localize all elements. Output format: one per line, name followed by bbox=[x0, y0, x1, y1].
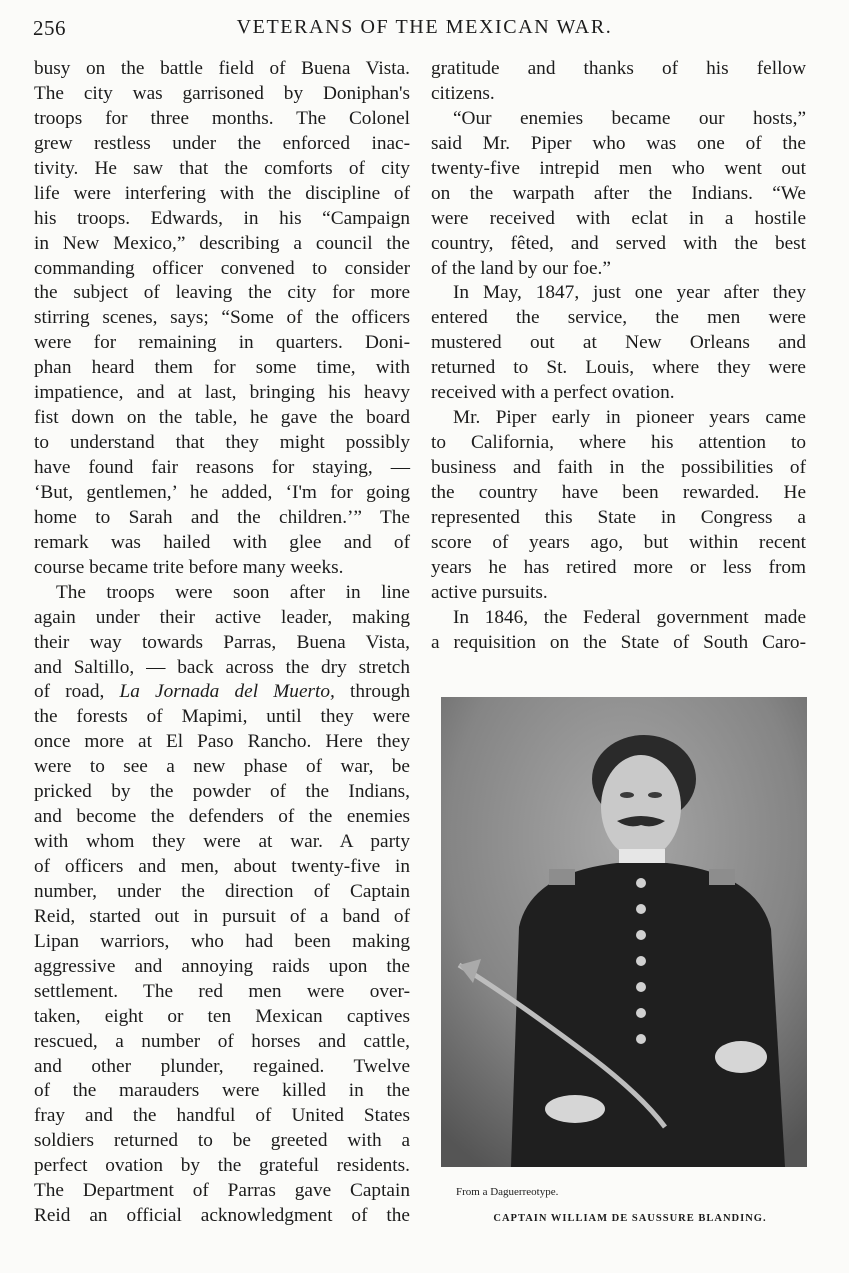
text-line-italic-title bbox=[34, 680, 410, 705]
text-line: aggressive and annoying raids upon the bbox=[34, 955, 410, 977]
text-line: the country have been rewarded. He bbox=[431, 481, 806, 503]
text-line: home to Sarah and the children.’” The bbox=[34, 506, 410, 528]
photo-caption: CAPTAIN WILLIAM DE SAUSSURE BLANDING. bbox=[493, 1213, 767, 1224]
photo-credit: From a Daguerreotype. bbox=[456, 1186, 559, 1198]
text-line: of the land by our foe.” bbox=[431, 257, 611, 279]
text-line: number, under the direction of Captain bbox=[34, 880, 410, 902]
text-line: and Saltillo, — back across the dry stretch bbox=[34, 656, 410, 678]
text-line: Reid an official acknowledgment of the bbox=[34, 1205, 410, 1227]
text-line: to understand that they might possibly bbox=[34, 432, 410, 454]
text-line: once more at El Paso Rancho. Here they bbox=[34, 731, 410, 753]
text-line: on the warpath after the Indians. “We bbox=[431, 182, 806, 204]
text-line: busy on the battle field of Buena Vista. bbox=[34, 58, 410, 79]
text-line: The Department of Parras gave Captain bbox=[34, 1180, 410, 1202]
text-line: have found fair reasons for staying, — bbox=[34, 457, 410, 478]
text-line: The city was garrisoned by Doniphan's bbox=[34, 82, 410, 104]
text-line: said Mr. Piper who was one of the bbox=[431, 132, 806, 154]
text-line: returned to St. Louis, where they were bbox=[431, 357, 806, 379]
right-column bbox=[431, 57, 806, 656]
text-line: course became trite before many weeks. bbox=[34, 556, 344, 578]
portrait-illustration bbox=[441, 697, 807, 1167]
text-line: their way towards Parras, Buena Vista, bbox=[34, 631, 410, 653]
text-line: were for remaining in quarters. Doni- bbox=[34, 332, 410, 354]
text-line: to California, where his attention to bbox=[431, 432, 806, 454]
text-line: received with a perfect ovation. bbox=[431, 382, 675, 404]
text-line: a requisition on the State of South Caro- bbox=[431, 631, 806, 653]
text-line: of the marauders were killed in the bbox=[34, 1080, 410, 1102]
text-line: soldiers returned to be greeted with a bbox=[34, 1130, 410, 1152]
text-line: mustered out at New Orleans and bbox=[431, 332, 806, 354]
text-line: Reid, started out in pursuit of a band of bbox=[34, 905, 410, 927]
text-line: troops for three months. The Colonel bbox=[34, 107, 410, 129]
text-line: tivity. He saw that the comforts of city bbox=[34, 157, 410, 179]
text-line: In 1846, the Federal government made bbox=[453, 606, 806, 628]
text-segment: through bbox=[350, 681, 410, 703]
text-line: taken, eight or ten Mexican captives bbox=[34, 1005, 410, 1027]
text-line: score of years ago, but within recent bbox=[431, 531, 806, 553]
text-line: years he has retired more or less from bbox=[431, 556, 806, 578]
running-title: VETERANS OF THE MEXICAN WAR. bbox=[236, 16, 613, 38]
text-line: settlement. The red men were over- bbox=[34, 980, 410, 1002]
text-line: Mr. Piper early in pioneer years came bbox=[453, 407, 806, 429]
text-line: ‘But, gentlemen,’ he added, ‘I'm for going bbox=[34, 481, 410, 503]
text-line: fray and the handful of United States bbox=[34, 1105, 410, 1127]
text-line: twenty-five intrepid men who went out bbox=[431, 157, 806, 179]
text-line: and other plunder, regained. Twelve bbox=[34, 1055, 410, 1077]
text-line: rescued, a number of horses and cattle, bbox=[34, 1030, 410, 1052]
text-line: active pursuits. bbox=[431, 581, 548, 603]
text-line: grew restless under the enforced inac- bbox=[34, 132, 410, 154]
text-line: life were interfering with the discipline of bbox=[34, 182, 410, 204]
page-header bbox=[0, 14, 849, 48]
italic-place-name: La Jornada del Muerto, bbox=[119, 681, 335, 703]
text-line: country, fêted, and served with the best bbox=[431, 232, 806, 254]
text-line: fist down on the table, he gave the board bbox=[34, 407, 410, 429]
text-line: with whom they were at war. A party bbox=[34, 831, 410, 853]
text-line: the subject of leaving the city for more bbox=[34, 282, 410, 304]
text-line: again under their active leader, making bbox=[34, 606, 410, 628]
portrait-photo bbox=[441, 697, 807, 1167]
text-line: and become the defenders of the enemies bbox=[34, 806, 410, 828]
text-line: stirring scenes, says; “Some of the officers bbox=[34, 307, 410, 329]
text-line: business and faith in the possibilities of bbox=[431, 457, 806, 478]
text-line: his troops. Edwards, in his “Campaign bbox=[34, 207, 410, 229]
text-line: of officers and men, about twenty-five in bbox=[34, 856, 410, 877]
text-line: the forests of Mapimi, until they were bbox=[34, 706, 410, 728]
text-line: impatience, and at last, bringing his heavy bbox=[34, 382, 410, 404]
text-line: were to see a new phase of war, be bbox=[34, 756, 410, 778]
text-line: represented this State in Congress a bbox=[431, 506, 806, 528]
text-segment: of road, bbox=[34, 681, 105, 703]
text-line: entered the service, the men were bbox=[431, 307, 806, 329]
text-line: Lipan warriors, who had been making bbox=[34, 930, 410, 952]
text-line: in New Mexico,” describing a council the bbox=[34, 232, 410, 254]
text-line: were received with eclat in a hostile bbox=[431, 207, 806, 229]
text-line: commanding officer convened to consider bbox=[34, 257, 410, 279]
text-line: pricked by the powder of the Indians, bbox=[34, 781, 410, 803]
text-line: perfect ovation by the grateful residents. bbox=[34, 1155, 410, 1177]
text-line: In May, 1847, just one year after they bbox=[453, 282, 806, 304]
text-line: The troops were soon after in line bbox=[56, 581, 410, 603]
page-number: 256 bbox=[33, 16, 66, 40]
text-line: gratitude and thanks of his fellow bbox=[431, 58, 806, 79]
text-line: phan heard them for some time, with bbox=[34, 357, 410, 379]
text-line: citizens. bbox=[431, 82, 495, 104]
text-line: “Our enemies became our hosts,” bbox=[453, 107, 806, 129]
text-line: remark was hailed with glee and of bbox=[34, 531, 410, 553]
left-column bbox=[34, 57, 410, 1229]
